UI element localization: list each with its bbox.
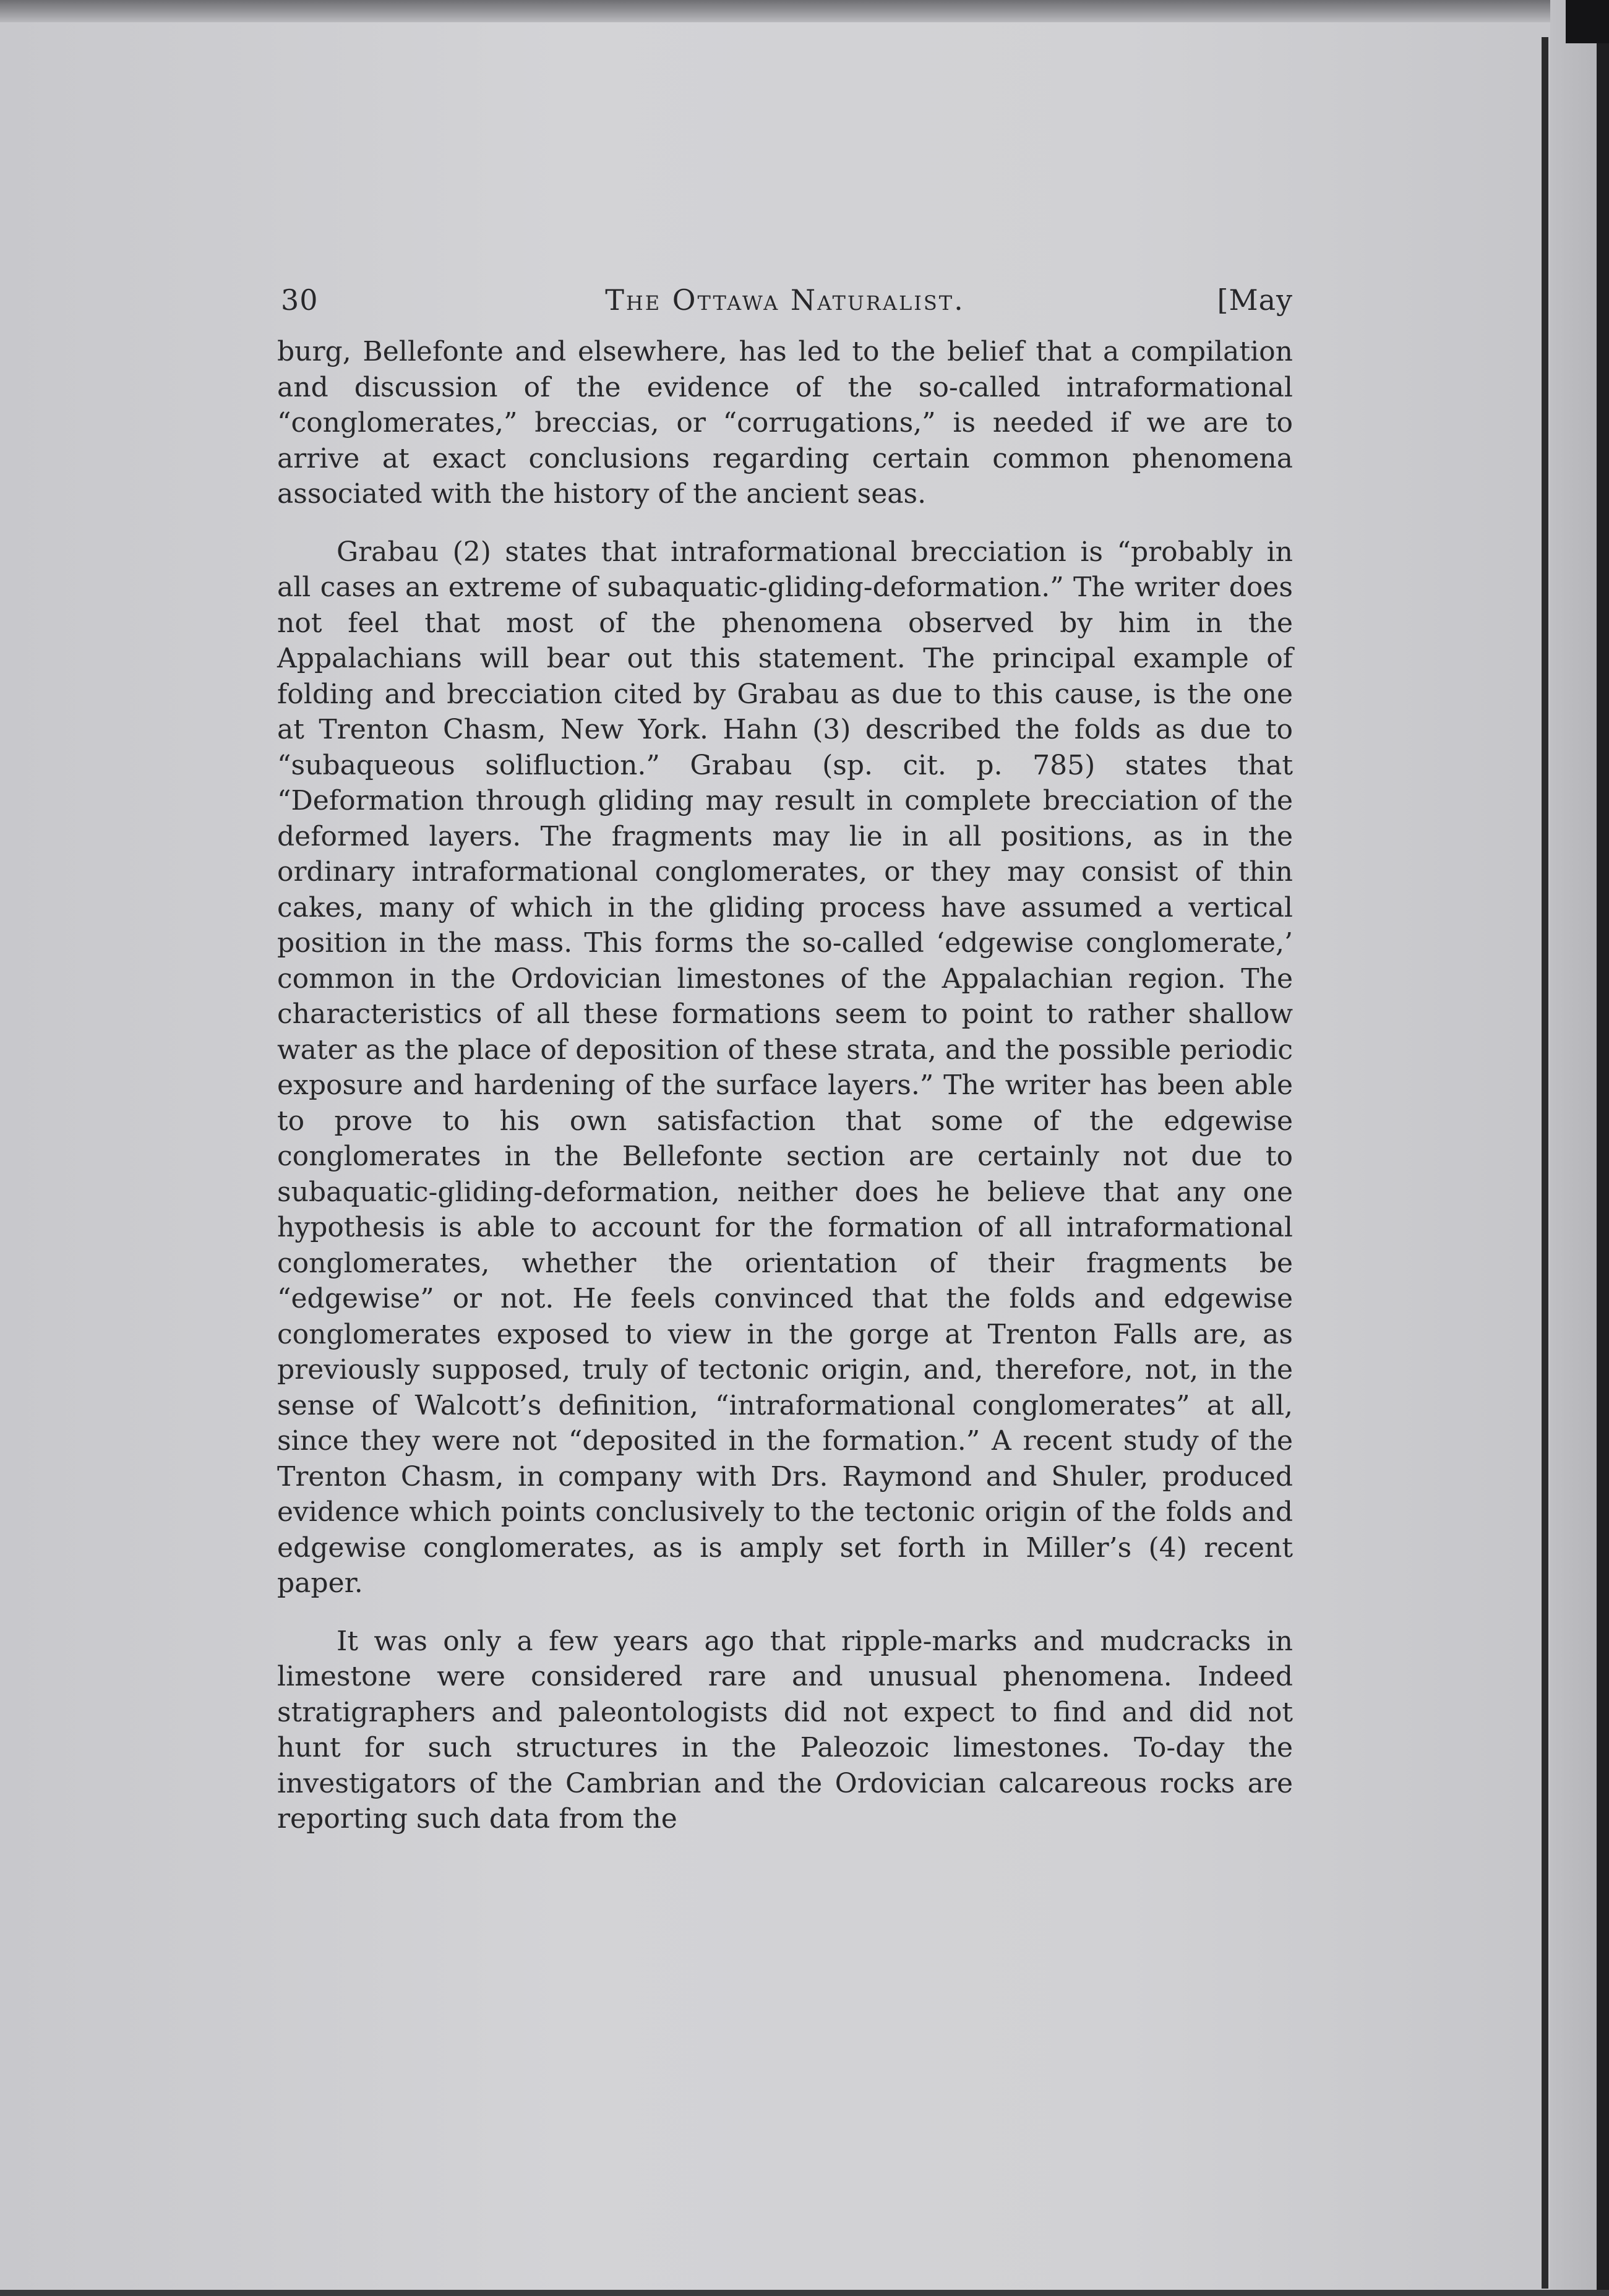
scan-right-margin xyxy=(1550,0,1597,2296)
running-head xyxy=(277,278,1293,328)
scan-top-edge xyxy=(0,0,1609,22)
paragraph-continued: burg, Bellefonte and elsewhere, has led to the belief that a compilation and discussion of the evidence of the so-called intraformational “conglomerates,” breccias, or “corrugations,” is needed if we are to arrive at exact conclusions regarding certain common phenomena associated with the history of the ancient seas. xyxy=(277,336,1293,510)
issue-month: [May xyxy=(1217,283,1293,317)
scan-corner-shadow xyxy=(1566,0,1609,43)
page-fold-line xyxy=(1542,37,1548,2289)
page-number: 30 xyxy=(281,283,319,317)
journal-page xyxy=(277,278,1293,1837)
scan-right-edge xyxy=(1597,0,1609,2296)
scan-bottom-edge xyxy=(0,2290,1609,2296)
paragraph-ripple-marks: It was only a few years ago that ripple-marks and mudcracks in limestone were considered rare and unusual phenomena. Indeed stratigraphers and paleontologists did not expect to find and did not hunt for such structures in the Paleozoic limestones. To-day the investigators of the Cambrian and the Ordovician calcareous rocks are reporting such data from the xyxy=(277,1625,1293,1835)
journal-title: The Ottawa Naturalist. xyxy=(605,283,965,317)
paragraph-grabau: Grabau (2) states that intraformational brecciation is “probably in all cases an extreme of subaquatic-gliding-deformation.” The writer does not feel that most of the phenomena observed by him in the Appalachians will bear out this statement. The principal example of folding and brecciation cited by Grabau as due to this cause, is the one at Trenton Chasm, New York. Hahn (3) described the folds as due to “subaqueous solifluction.” Grabau (sp. cit. p. 785) states that “Deformation through gliding may result in complete brecciation of the deformed layers. The fragments may lie in all positions, as in the ordinary intraformational conglomerates, or they may consist of thin cakes, many of which in the gliding process have assumed a vertical position in the mass. This forms the so-called ‘edgewise conglomerate,’ common in the Ordovician limestones of the Appalachian region. The characteristics of all these formations seem to point to rather shallow water as the place of deposition of these strata, and the possible periodic exposure and hardening of the surface layers.” The writer has been able to prove to his own satisfaction that some of the edgewise conglomerates in the Bellefonte section are certainly not due to subaquatic-gliding-deformation, neither does he believe that any one hypothesis is able to account for the formation of all intraformational conglomerates, whether the orientation of their fragments be “edgewise” or not. He feels convinced that the folds and edgewise conglomerates exposed to view in the gorge at Trenton Falls are, as previously supposed, truly of tectonic origin, and, therefore, not, in the sense of Walcott’s definition, “intraformational conglomerates” at all, since they were not “deposited in the formation.” A recent study of the Trenton Chasm, in company with Drs. Raymond and Shuler, produced evidence which points conclusively to the tectonic origin of the folds and edgewise conglomerates, as is amply set forth in Miller’s (4) recent paper. xyxy=(277,536,1293,1599)
